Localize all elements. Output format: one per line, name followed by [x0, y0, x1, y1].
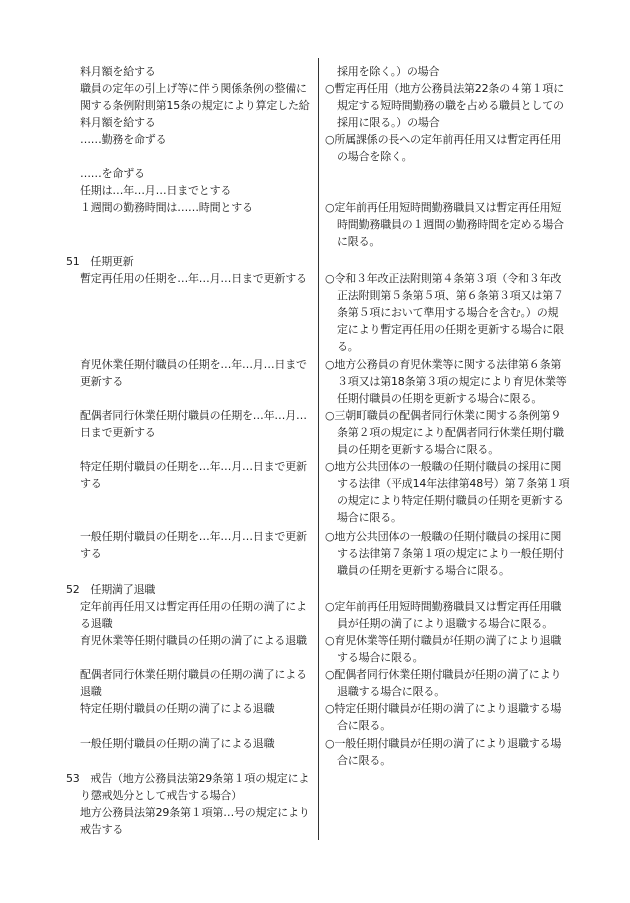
- left-text-line: 料月額を給する: [80, 116, 156, 129]
- right-text-line: ○地方公共団体の一般職の任期付職員の採用に関: [325, 530, 562, 543]
- right-text-line: に限る。: [337, 235, 381, 248]
- right-text-line: する法律第７条第１項の規定により一般任期付: [337, 547, 564, 560]
- right-text-line: する法律（平成14年法律第48号）第７条第１項: [337, 477, 570, 490]
- right-text-line: 合に限る。: [337, 754, 391, 767]
- right-text-line: ○三朝町職員の配偶者同行休業に関する条例第９: [325, 409, 562, 422]
- left-text-line: り懲戒処分として戒告する場合）: [80, 789, 242, 802]
- right-text-line: ○定年前再任用短時間勤務職員又は暫定再任用職: [325, 600, 562, 613]
- right-text-line: 合に限る。: [337, 719, 391, 732]
- right-text-line: ○地方公務員の育児休業等に関する法律第６条第: [325, 358, 562, 371]
- left-text-line: 一般任期付職員の任期の満了による退職: [80, 737, 275, 750]
- right-text-line: 定により暫定再任用の任期を更新する場合に限: [337, 323, 564, 336]
- left-text-line: 暫定再任用の任期を…年…月…日まで更新する: [80, 272, 307, 285]
- left-text-line: する: [80, 477, 102, 490]
- left-text-line: 料月額を給する: [80, 65, 156, 78]
- left-text-line: 育児休業等任期付職員の任期の満了による退職: [80, 634, 307, 647]
- left-text-line: 配偶者同行休業任期付職員の任期の満了による: [80, 668, 307, 681]
- right-text-line: 場合に限る。: [337, 511, 402, 524]
- right-text-line: 員の任期を更新する場合に限る。: [337, 443, 499, 456]
- left-text-line: 地方公務員法第29条第１項第…号の規定により: [80, 806, 310, 819]
- left-text-line: る退職: [80, 617, 113, 630]
- right-text-line: ○暫定再任用（地方公務員法第22条の４第１項に: [325, 82, 564, 95]
- right-text-line: 規定する短時間勤務の職を占める職員としての: [337, 99, 564, 112]
- right-text-line: 条第５項において準用する場合を含む。）の規: [337, 306, 559, 319]
- right-text-line: ○定年前再任用短時間勤務職員又は暫定再任用短: [325, 201, 562, 214]
- column-divider: [318, 58, 319, 840]
- left-text-line: 一般任期付職員の任期を…年…月…日まで更新: [80, 530, 307, 543]
- right-text-line: 条第２項の規定により配偶者同行休業任期付職: [337, 426, 564, 439]
- left-text-line: ……を命ずる: [80, 167, 145, 180]
- left-text-line: 特定任期付職員の任期の満了による退職: [80, 702, 275, 715]
- right-text-line: 正法附則第５条第５項、第６条第３項又は第７: [337, 289, 564, 302]
- right-text-line: ○配偶者同行休業任期付職員が任期の満了により: [325, 668, 562, 681]
- right-text-line: 職員の任期を更新する場合に限る。: [337, 564, 510, 577]
- right-text-line: ○育児休業等任期付職員が任期の満了により退職: [325, 634, 562, 647]
- right-text-line: 採用を除く。）の場合: [337, 65, 440, 78]
- right-text-line: ○所属課係の長への定年前再任用又は暫定再任用: [325, 133, 562, 146]
- right-text-line: ○令和３年改正法附則第４条第３項（令和３年改: [325, 272, 562, 285]
- left-text-line: 関する条例附則第15条の規定により算定した給: [80, 99, 310, 112]
- right-text-line: ○特定任期付職員が任期の満了により退職する場: [325, 702, 562, 715]
- left-text-line: 育児休業任期付職員の任期を…年…月…日まで: [80, 358, 307, 371]
- right-text-line: 員が任期の満了により退職する場合に限る。: [337, 617, 553, 630]
- left-text-line: ……勤務を命ずる: [80, 133, 167, 146]
- left-text-line: 51 任期更新: [66, 255, 134, 268]
- right-text-line: 任期付職員の任期を更新する場合に限る。: [337, 392, 543, 405]
- left-text-line: する: [80, 547, 102, 560]
- left-text-line: 職員の定年の引上げ等に伴う関係条例の整備に: [80, 82, 307, 95]
- right-text-line: ３項又は第18条第３項の規定により育児休業等: [337, 375, 567, 388]
- left-text-line: 53 戒告（地方公務員法第29条第１項の規定によ: [66, 772, 310, 785]
- left-text-line: 定年前再任用又は暫定再任用の任期の満了によ: [80, 600, 307, 613]
- right-text-line: の規定により特定任期付職員の任期を更新する: [337, 494, 564, 507]
- right-text-line: 時間勤務職員の１週間の勤務時間を定める場合: [337, 218, 564, 231]
- left-text-line: 任期は…年…月…日までとする: [80, 184, 232, 197]
- left-text-line: 配偶者同行休業任期付職員の任期を…年…月…: [80, 409, 307, 422]
- right-text-line: 採用に限る。）の場合: [337, 116, 440, 129]
- right-text-line: 退職する場合に限る。: [337, 685, 445, 698]
- left-text-line: 更新する: [80, 375, 124, 388]
- left-text-line: 日まで更新する: [80, 426, 156, 439]
- right-text-line: ○地方公共団体の一般職の任期付職員の採用に関: [325, 460, 562, 473]
- right-text-line: の場合を除く。: [337, 150, 413, 163]
- right-text-line: する場合に限る。: [337, 651, 424, 664]
- right-text-line: る。: [337, 340, 359, 353]
- left-text-line: 戒告する: [80, 823, 124, 836]
- left-text-line: 52 任期満了退職: [66, 583, 156, 596]
- left-text-line: 特定任期付職員の任期を…年…月…日まで更新: [80, 460, 307, 473]
- right-text-line: ○一般任期付職員が任期の満了により退職する場: [325, 737, 562, 750]
- left-text-line: 退職: [80, 685, 102, 698]
- left-text-line: １週間の勤務時間は……時間とする: [80, 201, 253, 214]
